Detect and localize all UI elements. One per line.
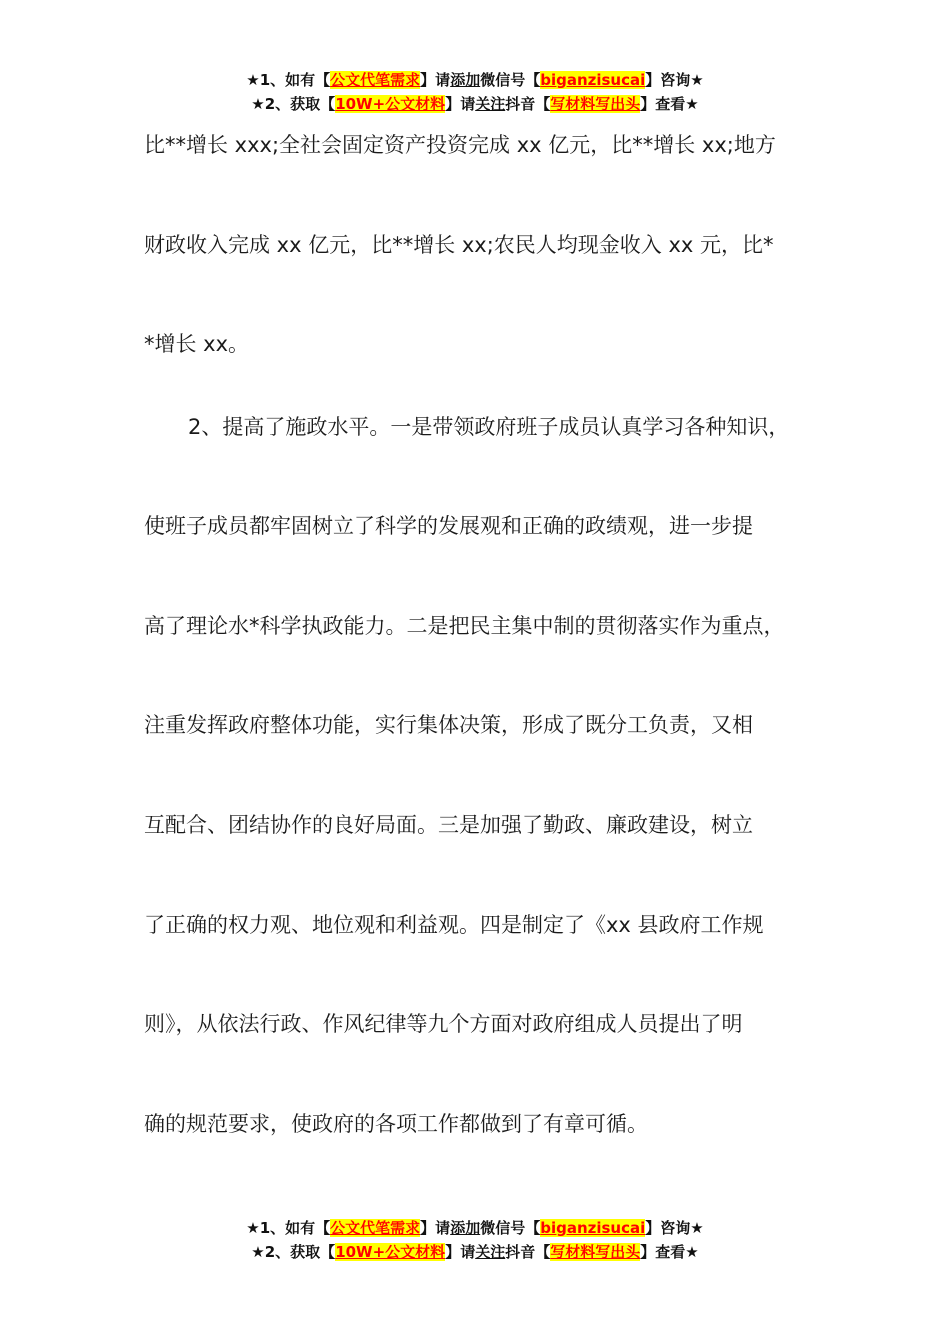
banner-line-2-suffix: 】查看★ <box>640 95 699 113</box>
paragraph-first-line: 2、提高了施政水平。一是带领政府班子成员认真学习各种知识， <box>188 415 790 439</box>
banner-line-2-mid: 】请 <box>445 1243 476 1261</box>
body-line: 确的规范要求，使政府的各项工作都做到了有章可循。 <box>144 1112 648 1136</box>
header-banner <box>0 68 950 116</box>
banner-line-2-emphasis: 关注 <box>475 95 506 113</box>
banner-line-1-mid2: 微信号【 <box>480 1219 541 1237</box>
banner-line-2-mid: 】请 <box>445 95 476 113</box>
service-highlight: 公文代笔需求 <box>330 1219 421 1237</box>
body-line: 财政收入完成 xx 亿元，比**增长 xx;农民人均现金收入 xx 元，比* <box>144 233 774 257</box>
banner-line-2 <box>0 92 950 116</box>
banner-line-1-suffix: 】咨询★ <box>645 1219 704 1237</box>
banner-line-1-mid: 】请 <box>420 1219 451 1237</box>
banner-line-1-mid2: 微信号【 <box>480 71 541 89</box>
body-line: 了正确的权力观、地位观和利益观。四是制定了《xx 县政府工作规 <box>144 913 764 937</box>
service-highlight: 公文代笔需求 <box>330 71 421 89</box>
douyin-id-highlight: 写材料写出头 <box>550 1243 641 1261</box>
wechat-id-highlight: biganzisucai <box>540 71 646 89</box>
body-line: 高了理论水*科学执政能力。二是把民主集中制的贯彻落实作为重点， <box>144 614 785 638</box>
banner-line-2-emphasis: 关注 <box>475 1243 506 1261</box>
body-line: 互配合、团结协作的良好局面。三是加强了勤政、廉政建设，树立 <box>144 813 753 837</box>
materials-highlight: 10W+公文材料 <box>335 95 446 113</box>
douyin-id-highlight: 写材料写出头 <box>550 95 641 113</box>
banner-line-2-suffix: 】查看★ <box>640 1243 699 1261</box>
banner-line-2 <box>0 1240 950 1264</box>
wechat-id-highlight: biganzisucai <box>540 1219 646 1237</box>
body-line: 注重发挥政府整体功能，实行集体决策，形成了既分工负责，又相 <box>144 713 753 737</box>
banner-line-1-suffix: 】咨询★ <box>645 71 704 89</box>
body-line: *增长 xx。 <box>144 332 250 356</box>
body-line: 比**增长 xxx;全社会固定资产投资完成 xx 亿元，比**增长 xx;地方 <box>144 133 776 157</box>
body-line: 使班子成员都牢固树立了科学的发展观和正确的政绩观，进一步提 <box>144 514 753 538</box>
banner-line-2-prefix: ★2、获取【 <box>251 95 336 113</box>
banner-line-1 <box>0 1216 950 1240</box>
banner-line-2-prefix: ★2、获取【 <box>251 1243 336 1261</box>
footer-banner <box>0 1216 950 1264</box>
banner-line-1-prefix: ★1、如有【 <box>246 71 331 89</box>
materials-highlight: 10W+公文材料 <box>335 1243 446 1261</box>
banner-line-1-prefix: ★1、如有【 <box>246 1219 331 1237</box>
banner-line-2-mid2: 抖音【 <box>505 95 551 113</box>
banner-line-1-emphasis: 添加 <box>450 71 481 89</box>
banner-line-1 <box>0 68 950 92</box>
banner-line-2-mid2: 抖音【 <box>505 1243 551 1261</box>
banner-line-1-mid: 】请 <box>420 71 451 89</box>
body-line: 则》，从依法行政、作风纪律等九个方面对政府组成人员提出了明 <box>144 1012 743 1036</box>
banner-line-1-emphasis: 添加 <box>450 1219 481 1237</box>
